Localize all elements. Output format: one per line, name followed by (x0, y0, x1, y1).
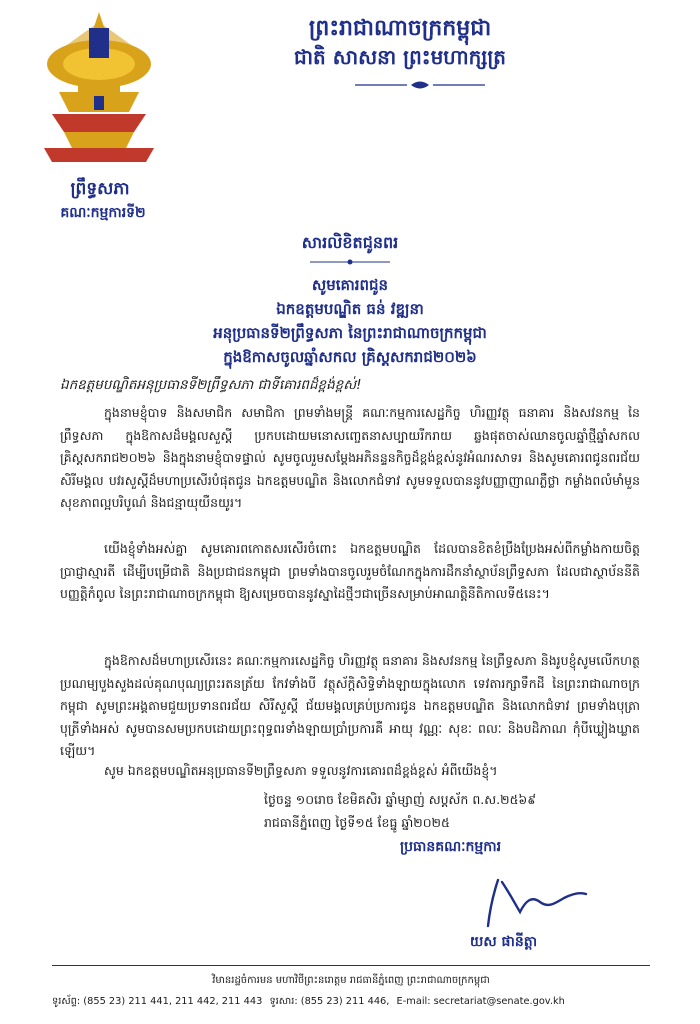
signer-title: ប្រធានគណៈកម្មការ (400, 839, 502, 855)
date-solar: រាជធានីភ្នំពេញ ថ្ងៃទី១៥ ខែធ្នូ ឆ្នាំ២០២៥ (264, 815, 450, 830)
document-type: សារលិខិតជូនពរ (301, 233, 399, 252)
footer-address: វិមានរដ្ឋចំការមន មហាវិថីព្រះនរោត្តម រាជធានីភ្នំពេញ ព្រះរាជាណាចក្រកម្ពុជា (212, 975, 490, 986)
footer-email[interactable]: E-mail: secretariat@senate.gov.kh (396, 996, 565, 1007)
institution-name: ព្រឹទ្ធសភា (70, 179, 130, 199)
senate-emblem-icon (34, 2, 164, 174)
footer-divider (52, 965, 650, 966)
title-line: ឯកឧត្តមបណ្ឌិត ធន់ វឌ្ឍនា (276, 300, 424, 318)
title-line: ក្នុងឱកាសចូលឆ្នាំសកល គ្រិស្តសករាជ២០២៦ (223, 348, 477, 366)
title-line: សូមគោរពជូន (311, 276, 389, 294)
footer-phone: ទូរស័ព្ទ: (855 23) 211 441, 211 442, 211 443 (52, 996, 263, 1007)
ornament-divider-icon (355, 80, 485, 90)
closing-paragraph: សូម ឯកឧត្តមបណ្ឌិតអនុប្រធានទី២ព្រឹទ្ធសភា ទទួលនូវការគោរពដ៏ខ្ពង់ខ្ពស់ អំពីយើងខ្ញុំ។ (104, 763, 498, 778)
footer-fax: ទូរសារ: (855 23) 211 446, (269, 996, 390, 1007)
kingdom-motto: ជាតិ សាសនា ព្រះមហាក្សត្រ (294, 45, 506, 69)
date-lunar: ថ្ងៃចន្ទ ១០រោច ខែមិគសិរ ឆ្នាំម្សាញ់ សប្តស័ក ព.ស.២៥៦៩ (264, 792, 537, 807)
signer-name: យស ផានីត្តា (470, 934, 538, 950)
salutation: ឯកឧត្តមបណ្ឌិតអនុប្រធានទី២ព្រឹទ្ធសភា ជាទីគោរពដ៏ខ្ពង់ខ្ពស់! (60, 377, 362, 393)
body-paragraph: យើងខ្ញុំទាំងអស់គ្នា សូមគោរពកោតសរសើរចំពោះ ឯកឧត្តមបណ្ឌិត ដែលបានខិតខំប្រឹងប្រែងអស់ពីកម្លាំងកាយចិត្ត ប្រាជ្ញាស្មារតី ដើម្បីបម្រើជាតិ និងប្រជាជនកម្ពុជា ព្រមទាំងបានចូលរួមចំណែកក្នុងការដឹកនាំស្ថាប័នព្រឹទ្ធសភា ដែលជាស្ថាប័ននីតិបញ្ញត្តិកំពូល នៃព្រះរាជាណាចក្រកម្ពុជា ឱ្យសម្រេចបាននូវស្នាដៃថ្មីៗជាច្រើនសម្រាប់អាណត្តិនីតិកាលទី៥នេះ។ (60, 541, 640, 601)
signature-icon (480, 872, 590, 932)
title-line: អនុប្រធានទី២ព្រឹទ្ធសភា នៃព្រះរាជាណាចក្រកម្ពុជា (213, 324, 487, 342)
small-divider-icon (300, 258, 400, 266)
institution-department: គណៈកម្មការទី២ (60, 205, 146, 221)
footer-contact (52, 994, 650, 1009)
body-paragraph: ក្នុងនាមខ្ញុំបាទ និងសមាជិក សមាជិកា ព្រមទាំងមន្ត្រី គណៈកម្មការសេដ្ឋកិច្ច ហិរញ្ញវត្ថុ ធនាគារ និងសវនកម្ម នៃព្រឹទ្ធសភា ក្នុងឱកាសដ៏មង្គលសួស្តី ប្រកបដោយមនោសញ្ចេតនាសប្បាយរីករាយ ឆ្លងផុតចាស់ឈានចូលឆ្នាំថ្មីឆ្នាំសកល គ្រិស្តសករាជ២០២៦ និងក្នុងនាមខ្ញុំបាទផ្ទាល់ សូមចូលរួមសម្តែងអភិនន្ទនកិច្ចដ៏ខ្ពង់ខ្ពស់នូវអំណរសាទរ និងសូមគោរពជូនពរជ័យ សិរីមង្គល បវរសួស្តីដ៏មហាប្រសើរបំផុតជូន ឯកឧត្តមបណ្ឌិត និងលោកជំទាវ សូមទទួលបាននូវបញ្ញាញាណភ្លឺថ្លា កម្លាំងពលំមាំមួន សុខភាពល្អបរិបូណ៌ និងជន្មាយុយឺនយូរ។ (60, 405, 640, 510)
body-paragraph: ក្នុងឱកាសដ៏មហាប្រសើរនេះ គណៈកម្មការសេដ្ឋកិច្ច ហិរញ្ញវត្ថុ ធនាគារ និងសវនកម្ម នៃព្រឹទ្ធសភា និងរូបខ្ញុំសូមលើកហត្ថប្រណម្យបួងសួងដល់គុណបុណ្យព្រះរតនត្រ័យ កែវទាំងបី វត្ថុស័ក្តិសិទ្ធិទាំងឡាយក្នុងលោក ទេវតារក្សាទឹកដី នៃព្រះរាជាណាចក្រកម្ពុជា សូមព្រះអង្គតាមជួយប្រទានពរជ័យ សិរីសួស្តី ជ័យមង្គលគ្រប់ប្រការជូន ឯកឧត្តមបណ្ឌិត និងលោកជំទាវ ព្រមទាំងបុត្រា បុត្រីទាំងអស់ សូមបានសមប្រកបដោយព្រះពុទ្ធពរទាំងឡាយប្រាំប្រការគឺ អាយុ វណ្ណៈ សុខៈ ពលៈ និងបដិភាណ កុំបីឃ្លៀងឃ្លាតឡើយ។ (60, 653, 640, 758)
kingdom-title: ព្រះរាជាណាចក្រកម្ពុជា (308, 16, 492, 41)
